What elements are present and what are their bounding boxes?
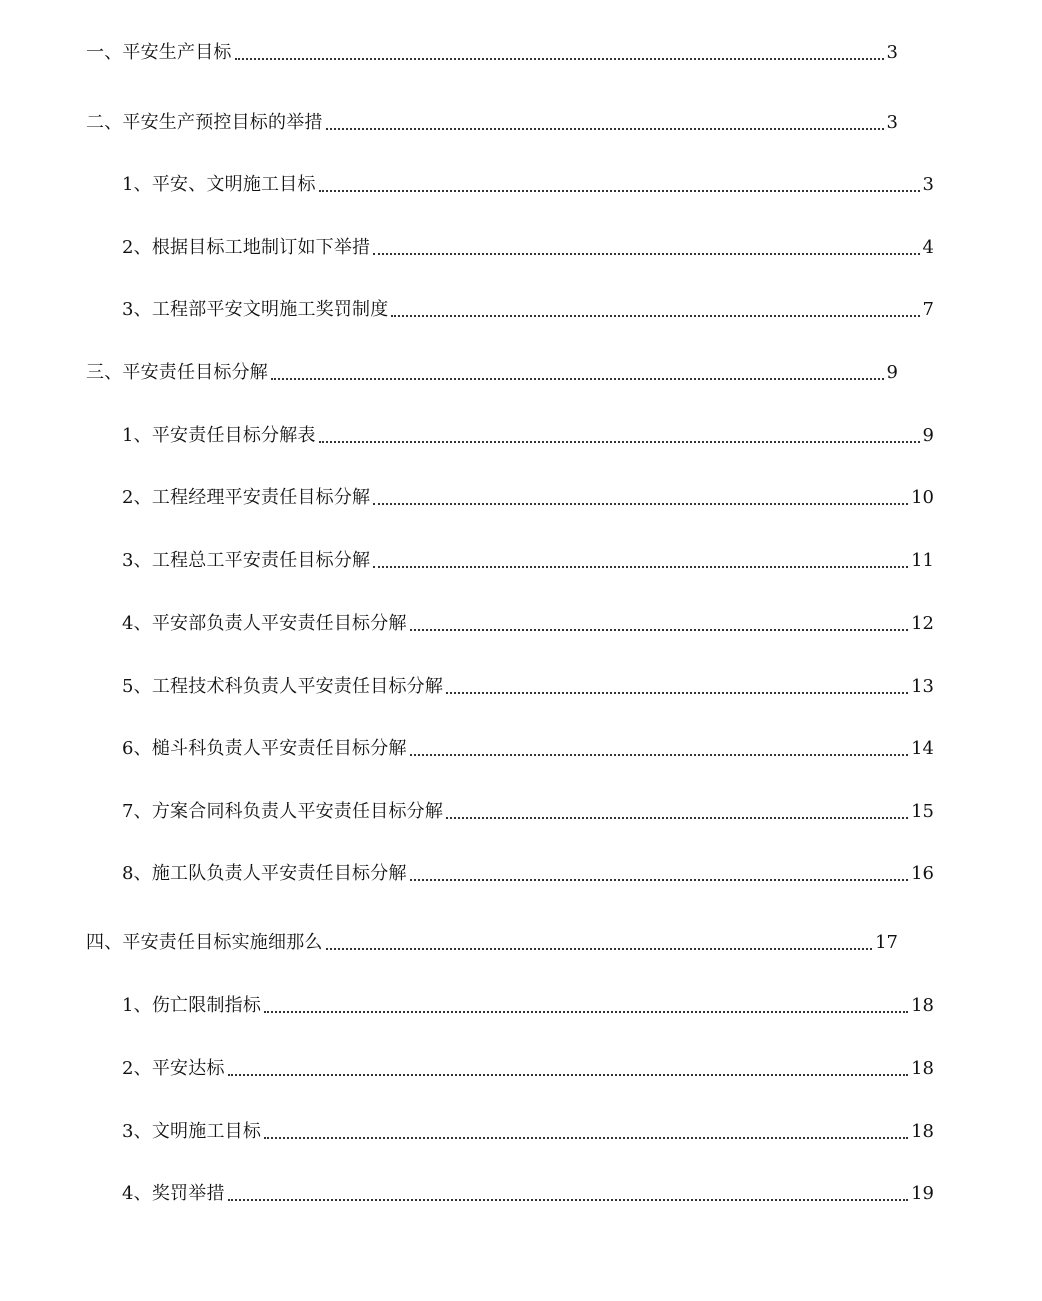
toc-entry-7[interactable] [0,419,1042,447]
toc-entry-label: 4、平安部负责人平安责任目标分解 [122,613,407,634]
toc-entry-page-number: 10 [911,487,934,508]
dot-leader [410,879,908,881]
toc-entry-label: 四、平安责任目标实施细那么 [86,932,323,953]
toc-entry-page-number: 3 [886,42,898,63]
dot-leader [391,315,919,317]
dot-leader [373,253,919,255]
toc-entry-8[interactable] [0,481,1042,509]
toc-entry-3[interactable] [0,168,1042,196]
toc-entry-page-number: 18 [911,1121,934,1142]
toc-entry-page-number: 16 [911,863,934,884]
toc-entry-label: 1、伤亡限制指标 [122,995,262,1016]
toc-entry-label: 1、平安责任目标分解表 [122,425,316,446]
dot-leader [264,1137,908,1139]
toc-entry-18[interactable] [0,1115,1042,1143]
dot-leader [373,566,908,568]
toc-entry-page-number: 15 [911,801,934,822]
dot-leader [446,692,908,694]
toc-entry-page-number: 11 [911,550,934,571]
toc-entry-label: 一、平安生产目标 [86,42,232,63]
toc-entry-page-number: 9 [922,425,934,446]
toc-entry-label: 8、施工队负责人平安责任目标分解 [122,863,407,884]
toc-entry-2[interactable] [0,106,1006,134]
toc-entry-16[interactable] [0,989,1042,1017]
toc-entry-17[interactable] [0,1052,1042,1080]
toc-entry-page-number: 12 [911,613,934,634]
dot-leader [410,629,908,631]
toc-entry-label: 5、工程技术科负责人平安责任目标分解 [122,676,444,697]
toc-entry-page-number: 19 [911,1183,934,1204]
dot-leader [319,441,920,443]
dot-leader [235,58,884,60]
toc-entry-page-number: 18 [911,1058,934,1079]
toc-entry-label: 3、工程总工平安责任目标分解 [122,550,371,571]
dot-leader [446,817,908,819]
toc-entry-12[interactable] [0,732,1042,760]
toc-entry-label: 2、根据目标工地制订如下举措 [122,237,371,258]
dot-leader [228,1074,908,1076]
toc-entry-5[interactable] [0,293,1042,321]
toc-entry-4[interactable] [0,231,1042,259]
toc-entry-label: 7、方案合同科负责人平安责任目标分解 [122,801,444,822]
dot-leader [373,503,908,505]
toc-entry-15[interactable] [0,926,1006,954]
toc-entry-page-number: 9 [886,362,898,383]
dot-leader [319,190,920,192]
toc-entry-14[interactable] [0,857,1042,885]
toc-entry-page-number: 3 [922,174,934,195]
dot-leader [271,378,884,380]
toc-entry-9[interactable] [0,544,1042,572]
toc-entry-10[interactable] [0,607,1042,635]
toc-entry-6[interactable] [0,356,1006,384]
toc-entry-label: 6、槌斗科负责人平安责任目标分解 [122,738,407,759]
toc-entry-page-number: 7 [922,299,934,320]
dot-leader [228,1199,908,1201]
dot-leader [326,128,884,130]
toc-entry-13[interactable] [0,795,1042,823]
toc-entry-label: 3、工程部平安文明施工奖罚制度 [122,299,389,320]
toc-entry-label: 三、平安责任目标分解 [86,362,268,383]
toc-entry-label: 3、文明施工目标 [122,1121,262,1142]
toc-entry-page-number: 14 [911,738,934,759]
toc-entry-page-number: 18 [911,995,934,1016]
toc-entry-1[interactable] [0,36,1006,64]
toc-entry-page-number: 17 [875,932,898,953]
toc-entry-page-number: 4 [922,237,934,258]
toc-entry-page-number: 13 [911,676,934,697]
toc-entry-label: 2、工程经理平安责任目标分解 [122,487,371,508]
toc-entry-label: 4、奖罚举措 [122,1183,225,1204]
toc-entry-11[interactable] [0,670,1042,698]
toc-entry-19[interactable] [0,1177,1042,1205]
toc-entry-page-number: 3 [886,112,898,133]
dot-leader [264,1011,908,1013]
dot-leader [326,948,872,950]
toc-entry-label: 1、平安、文明施工目标 [122,174,316,195]
toc-entry-label: 二、平安生产预控目标的举措 [86,112,323,133]
dot-leader [410,754,908,756]
toc-entry-label: 2、平安达标 [122,1058,225,1079]
